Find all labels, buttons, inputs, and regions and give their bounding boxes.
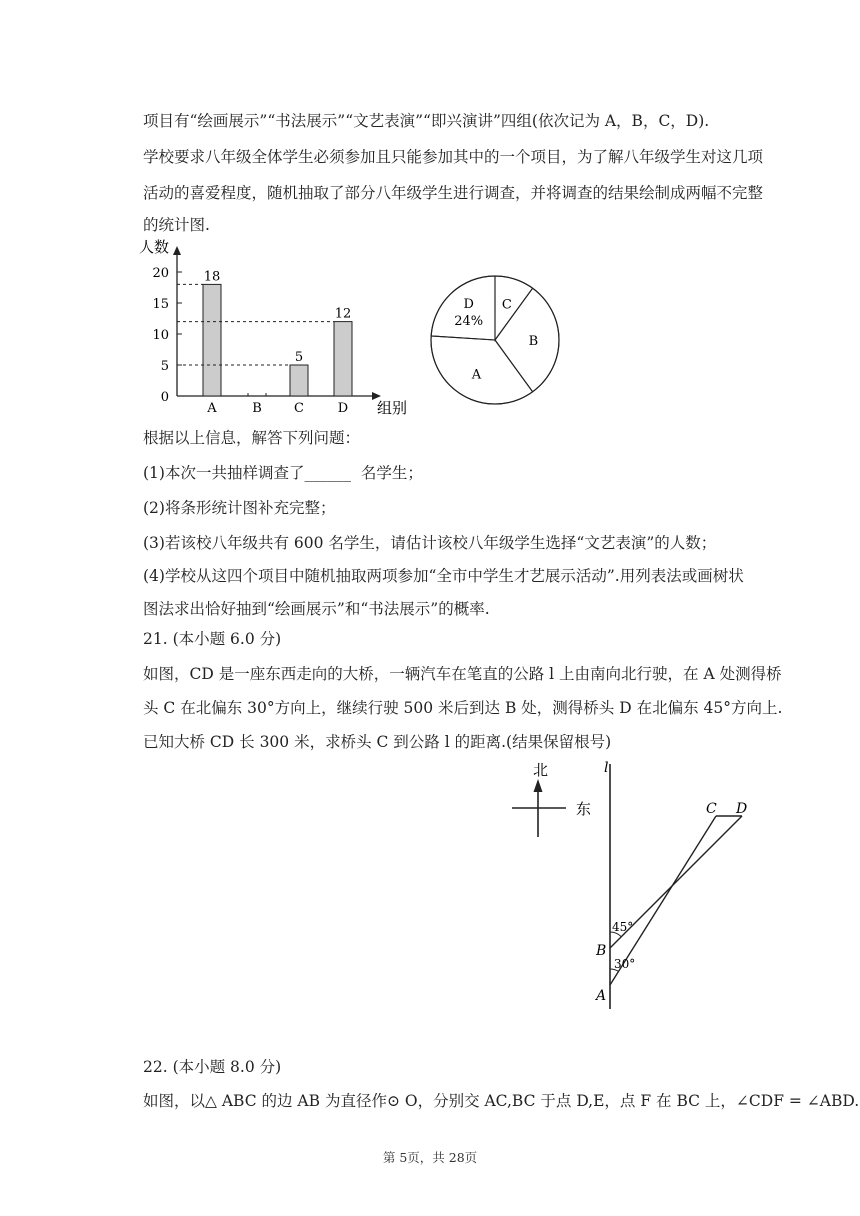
y-tick-label: 0 bbox=[160, 390, 169, 405]
problem-21-line-2: 头 C 在北偏东 30°方向上，继续行驶 500 米后到达 B 处，测得桥头 D 在北偏东 45°方向上. bbox=[143, 699, 783, 717]
road-label: l bbox=[604, 760, 609, 776]
compass-arrowhead-icon bbox=[534, 779, 543, 792]
point-d-label: D bbox=[736, 801, 748, 817]
bar-chart bbox=[135, 238, 420, 416]
problem-22-header: 22. (本小题 8.0 分) bbox=[143, 1058, 282, 1076]
questions-lead: 根据以上信息，解答下列问题： bbox=[143, 429, 361, 447]
problem-21-line-3: 已知大桥 CD 长 300 米，求桥头 C 到公路 l 的距离.(结果保留根号) bbox=[143, 733, 612, 751]
x-tick-label: C bbox=[294, 401, 304, 416]
bar-value-label: 18 bbox=[203, 269, 221, 285]
question-4-line-1: (4)学校从这四个项目中随机抽取两项参加“全市中学生才艺展示活动”.用列表法或画树状 bbox=[143, 567, 744, 585]
point-c-label: C bbox=[706, 801, 717, 817]
x-axis-label: 组别 bbox=[377, 399, 408, 416]
angle-30-label: 30° bbox=[614, 957, 636, 971]
pie-slice bbox=[495, 276, 533, 340]
bar-value-label: 5 bbox=[294, 350, 304, 365]
x-tick-label: A bbox=[207, 401, 217, 416]
bar bbox=[290, 365, 308, 396]
x-tick-label: B bbox=[252, 401, 262, 416]
y-tick-label: 20 bbox=[152, 266, 169, 281]
intro-line-4: 的统计图. bbox=[143, 216, 210, 234]
pie-slice-label: A bbox=[471, 367, 482, 383]
compass-north-label: 北 bbox=[533, 761, 549, 779]
question-3: (3)若该校八年级共有 600 名学生，请估计该校八年级学生选择“文艺表演”的人数； bbox=[143, 534, 717, 552]
pie-slice-percent: 24% bbox=[454, 314, 484, 329]
x-tick-label: D bbox=[337, 401, 349, 416]
angle-45-label: 45° bbox=[612, 920, 634, 934]
question-1-text: (1)本次一共抽样调查了 bbox=[143, 464, 305, 482]
y-axis-arrow-icon bbox=[173, 246, 181, 255]
pie-slice-label: D bbox=[463, 297, 474, 312]
pie-slice-label: B bbox=[528, 334, 539, 349]
intro-line-1: 项目有“绘画展示”“书法展示”“文艺表演”“即兴演讲”四组(依次记为 A，B，C，D). bbox=[143, 112, 710, 130]
question-4-line-2: 图法求出恰好抽到“绘画展示”和“书法展示”的概率. bbox=[143, 600, 490, 618]
question-2: (2)将条形统计图补充完整； bbox=[143, 499, 336, 517]
pie-chart bbox=[425, 270, 565, 410]
bar bbox=[334, 322, 352, 396]
pie-slice bbox=[431, 336, 533, 404]
bar-value-label: 12 bbox=[334, 306, 352, 322]
bar bbox=[203, 284, 221, 396]
point-b-label: B bbox=[596, 943, 607, 959]
point-a-label: A bbox=[596, 988, 607, 1004]
y-tick-label: 10 bbox=[152, 328, 169, 343]
answer-blank: ______ bbox=[304, 464, 351, 482]
y-tick-label: 15 bbox=[152, 297, 169, 312]
page-footer: 第 5页，共 28页 bbox=[382, 1150, 478, 1165]
pie-slice-label: C bbox=[501, 297, 512, 313]
intro-line-2: 学校要求八年级全体学生必须参加且只能参加其中的一个项目，为了解八年级学生对这几项 bbox=[143, 148, 764, 166]
bridge-figure bbox=[505, 755, 765, 1015]
y-axis-label: 人数 bbox=[139, 238, 170, 256]
problem-21-line-1: 如图，CD 是一座东西走向的大桥，一辆汽车在笔直的公路 l 上由南向北行驶，在 A 处测得桥 bbox=[143, 665, 782, 683]
problem-21-header: 21. (本小题 6.0 分) bbox=[143, 630, 282, 648]
intro-line-3: 活动的喜爱程度，随机抽取了部分八年级学生进行调查，并将调查的结果绘制成两幅不完整 bbox=[143, 184, 764, 202]
problem-22-line: 如图，以△ ABC 的边 AB 为直径作⊙ O，分别交 AC,BC 于点 D,E，点 F 在 BC 上，∠CDF = ∠ABD. bbox=[143, 1092, 860, 1110]
question-1-tail: 名学生； bbox=[350, 464, 423, 482]
question-1 bbox=[143, 462, 423, 484]
compass-east-label: 东 bbox=[576, 800, 592, 818]
y-tick-label: 5 bbox=[160, 359, 169, 374]
